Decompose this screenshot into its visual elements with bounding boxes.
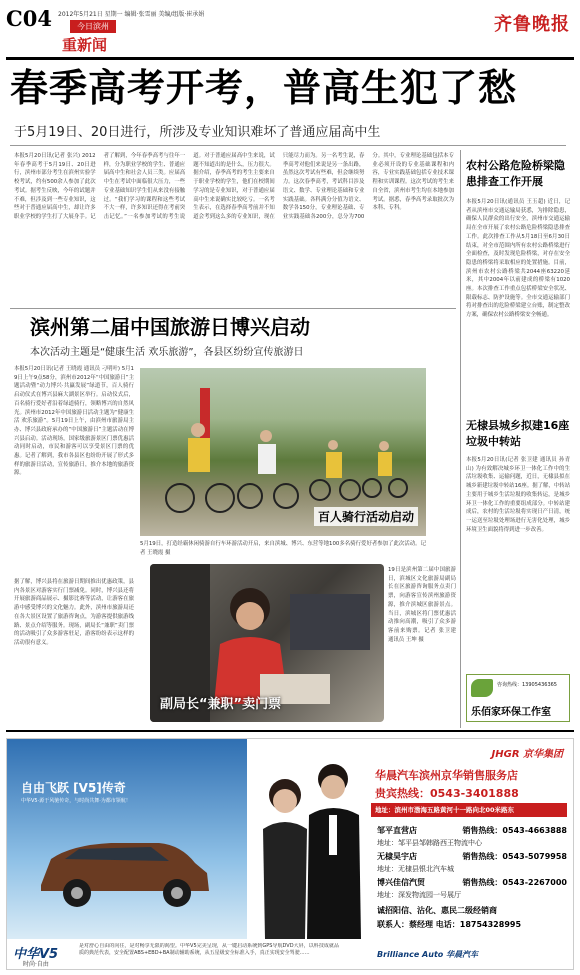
cycling-photo	[140, 368, 426, 536]
paper-name: 齐鲁晚报	[494, 14, 570, 35]
ad-dealer: 华晨汽车滨州京华销售服务店	[375, 769, 518, 782]
page-code: C04	[6, 6, 52, 31]
ad-branch-2	[377, 851, 567, 874]
classified-ad	[466, 674, 570, 722]
classified-ad-phone: 咨询热线：13905436365	[497, 682, 557, 688]
ad-branch-3-phone: 销售热线：0543-2267000	[462, 878, 567, 887]
ad-slogan: 自由飞跃 [V5]传奇	[21, 781, 126, 795]
section-title: 重新闻	[62, 36, 108, 54]
ticket-photo	[150, 564, 384, 722]
right-article1-body: 本报5月20日讯(通讯员 王玉超) 近日，记者从滨州市交通运输局获悉，为排除隐患，确保人民群众的出行安全，滨州市交通运输局在全市开展了农村公路危险桥梁隐患排查工作。此次排查工作从5月18日至6月30日结束，对全市范围内所有农村公路桥梁进行全面检查，及时发现危险桥梁，对存在安全隐患的桥梁将采取相应的处置措施。目前，滨州市农村公路桥梁共2044座63220延米，其中2004年以前建成的桥梁有1020座。本次排查工作重点包括桥梁安全状况、限载标志、防护设施等。全市交通运输部门将对排查出的危险桥梁建立台账，制定整改方案，确保农村公路桥梁安全畅通。	[466, 199, 570, 319]
second-col2: 据了解，博兴县将在旅游日期间推出优惠政策，县内各景区对游客实行门票减免。同时，博兴县还将开展旅游商品展示、摄影比赛等活动，让游客在旅游中感受博兴的文化魅力。此外，滨州市旅游局还在各大景区设置了旅游咨询点，为游客提供旅游线路、景点介绍等服务。现场，副局长“兼职”卖门票的活动吸引了众多游客驻足，游客纷纷表示这样的活动很有意义。	[14, 579, 134, 646]
ad-car-panel	[7, 739, 247, 939]
top-headline-rule	[10, 145, 566, 146]
classified-ad-company: 乐佰家环保工作室	[471, 707, 551, 718]
models-illustration	[247, 749, 367, 939]
ad-slogan-sub: 中华V5·源于风驰传奇，与时尚共舞·为都市领航！	[21, 798, 131, 804]
ad-footer-note: 是对舒心自由的向往，是对畅享无限的渴望。中华V5完美呈现，从一键启动系统到GPS导航DVD大屏，以科技成就品质的典范代表，安全配置ABS+EBD+BA制动辅助系统，从五星级安全标准入手，真正实现安全驾驶……	[79, 943, 339, 956]
top-story-body: 本报5月20日讯(记者 张兴) 2012年春季高考于5月19日、20日进行，滨州市部分考生在滨州实验学校考试，约有500余人参加了此次考试。据考生反映，今年的试题并不难，但涉及到一些专业知识，这些对于普通应届高中生，却让许多职业学校的学生打了大展身手。记者了解到，今年春季高考与往年一样，分为职业学校的学生、普通应届高中生和社会人员三类。应届高中生在考试中面临很大压力，一些专业基础知识学生们从来没有接触过。“我们学习的课程和这些考试不大一样，许多知识还得在考前突击记忆。”一名参加考试的考生说道。对于普通应届高中生来说，试题不知道出的是什么，压力很大。据介绍，春季高考的考生主要来自于职业学校的学生，他们在校期间学习的是专业知识，对于普通应届高中生来说确实比较吃亏。一名考生表示，在选择春季高考前并不知道会考到这么多的专业知识，现在只能尽力而为。另一名考生说，春季高考对他们来说是另一条出路，虽然这次考试有些难，但会继续努力。这次春季高考，考试科目涉及语文、数学、专业理论基础和专业实践基础。各科满分分值为语文、数学各150分，专业理论基础、专业实践基础各200分，总分为700分。其中，专业理论基础包括本专业必须开设的专业基础课程和内容，专业实践基础包括专业技术课程和实训课程。这次考试的考生来自全省，滨州市考生均在本地参加考试。据悉，春季高考录取批次为本科、专科。	[14, 153, 454, 220]
ad-branch-2-phone: 销售热线：0543-5079958	[462, 852, 567, 861]
right-article2-body: 本报5月20日讯(记者 张卫建 通讯员 孙青山) 为有效解决城乡环卫一体化工作中的生活垃圾收集、运输问题，近日，无棣县拟在城乡新建垃圾中转站16座。据了解，中转站主要用于城乡生活垃圾的收集转运，是城乡环卫一体化工作的重要组成部分。中转站建成后，农村的生活垃圾将实现日产日清，统一运送至垃圾处理场进行无害化处理，城乡环境卫生面貌将得到进一步改善。	[466, 457, 570, 533]
ad-recruit: 诚招阳信、沾化、惠民二级经销商	[377, 906, 497, 915]
ticket-photo-text: 19日是滨州第二届中国旅游日，滨城区文化旅游局副局长在区旅游咨询服务点卖门票，向游客宣传滨州旅游资源，推介滨城区旅游景点。当日，滨城区将门票优惠活动推向高潮，吸引了众多游客前来购票。记者 张卫建 通讯员 王坤 摄	[388, 567, 456, 643]
car-advert	[6, 738, 574, 970]
ad-branch-1-addr: 地址：邹平县邹韩路西王物流中心	[377, 839, 482, 847]
editorial-bottom-rule	[6, 730, 574, 732]
ad-address: 地址：滨州市渤海五路黄河十一路向北00米路东	[371, 803, 567, 817]
page-header	[6, 6, 574, 54]
ad-branch-1-phone: 销售热线：0543-4663888	[462, 826, 567, 835]
cycling-photo-caption: 5月19日，打造经霸休闲骑游自行车环游活动开启，来自滨城、博兴、东营等地100多名骑行爱好者参加了此次活动。记者 王晓霞 摄	[140, 541, 426, 556]
ad-branch-3-name: 博兴佳信汽贸	[377, 878, 425, 887]
second-headline: 滨州第二届中国旅游日博兴启动	[30, 315, 310, 339]
ad-branch-2-addr: 地址：无棣县银北汽车城	[377, 865, 454, 873]
ad-brilliance-logo: Brilliance Auto 华晨汽车	[377, 950, 479, 959]
section-badge: 今日滨州	[70, 20, 116, 33]
ad-branch-1	[377, 825, 567, 848]
ad-brand-top: JHGR 京华集团	[491, 749, 563, 760]
header-rule	[6, 57, 574, 60]
ad-model-tag: 时尚·自由	[23, 961, 49, 968]
second-col1: 本报5月20日讯(记者 王晓霞 通讯员 刁明叶) 5月19日上午9点58分，滨州市2012年“中国旅游日”主题活动暨“动力博兴·共赢发展”绿道节，百人骑行启动仪式在博兴县麻大湖景区举行。启动仪式后，百名骑行爱好者沿着绿道骑行，领略博兴的自然风光。滨州市2012年中国旅游日活动主题为“健康生活 欢乐旅游”。5月19日上午，由滨州市旅游局主办、博兴县政府承办的“中国旅游日”主题活动在博兴县启动。活动现场，国家级旅游景区门票优惠活动同时启动，市民和游客可以享受景区门票的优惠。记者了解到，我市各县区也纷纷开展了形式多样的旅游日活动，宣传旅游日，推介本地的旅游资源。	[14, 366, 134, 477]
second-subheadline: 本次活动主题是“健康生活 欢乐旅游”，各县区纷纷宣传旅游日	[30, 347, 304, 358]
ad-hotline: 贵宾热线：0543-3401888	[375, 787, 519, 800]
right-column-divider	[460, 150, 461, 728]
ad-branch-3	[377, 877, 567, 900]
second-story-rule	[10, 308, 456, 309]
suv-car-illustration	[31, 825, 215, 915]
ad-model-name: 中华V5	[13, 947, 59, 962]
ad-branch-1-name: 邹平直营店	[377, 826, 417, 835]
cycling-photo-overlay: 百人骑行活动启动	[314, 507, 418, 526]
ticket-photo-overlay: 副局长“兼职”卖门票	[160, 697, 282, 712]
top-subheadline: 于5月19日、20日进行，所涉及专业知识难坏了普通应届高中生	[14, 125, 381, 140]
ad-branch-2-name: 无棣昊宇店	[377, 852, 417, 861]
ad-contact: 联系人：蔡经理 电话：18754328995	[377, 920, 522, 929]
date-line: 2012年5月21日 星期一 编辑·张雪丽 美编/组版·崔承娟	[58, 11, 205, 18]
leaf-logo-icon	[471, 679, 493, 697]
top-headline: 春季高考开考，普高生犯了愁	[10, 66, 518, 110]
ad-branch-3-addr: 地址：深发物流园一号展厅	[377, 891, 461, 899]
right-article1-title: 农村公路危险桥梁隐患排查工作开展	[466, 159, 565, 188]
right-article2-title: 无棣县城乡拟建16座垃圾中转站	[466, 419, 570, 448]
